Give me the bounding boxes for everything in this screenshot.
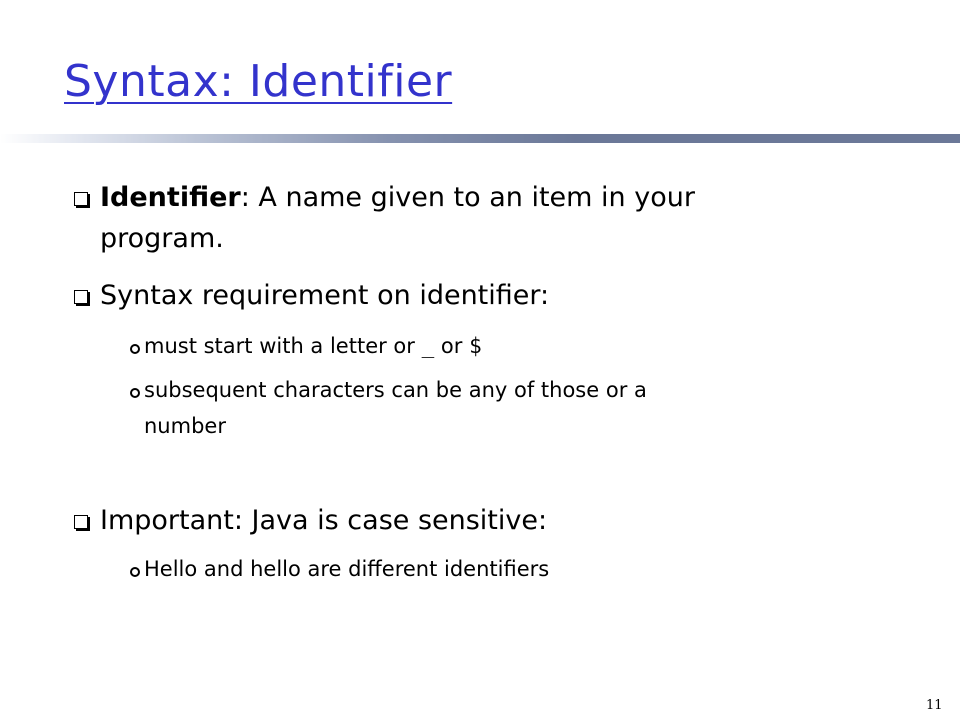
bullet-case-sensitive	[100, 502, 547, 540]
bullet-text-mid: or	[434, 334, 470, 358]
underscore-symbol: _	[421, 334, 435, 358]
circle-bullet-icon	[130, 344, 140, 354]
circle-bullet-icon	[130, 388, 140, 398]
bullet-identifier-continuation	[100, 220, 224, 258]
dollar-symbol: $	[469, 334, 482, 358]
subbullet-hello-example	[144, 554, 549, 584]
square-bullet-icon	[74, 192, 88, 206]
subbullet-subsequent-chars-continuation	[144, 411, 226, 441]
bullet-text: Hello and hello are different identifiers	[144, 557, 550, 581]
subbullet-start-char	[144, 331, 482, 361]
page-number: 11	[926, 698, 943, 713]
square-bullet-icon	[74, 290, 88, 304]
bullet-identifier	[100, 179, 695, 217]
bullet-text: program.	[100, 223, 224, 254]
bullet-term: Identifier	[100, 182, 241, 213]
bullet-text: Syntax requirement on identifier:	[100, 280, 550, 311]
subbullet-subsequent-chars	[144, 375, 647, 405]
bullet-text: Important: Java is case sensitive:	[100, 505, 548, 536]
slide-title: Syntax: Identifier	[64, 56, 453, 107]
bullet-text: must start with a letter or	[144, 334, 422, 358]
bullet-syntax-requirement	[100, 277, 549, 315]
bullet-text: subsequent characters can be any of those or a	[144, 378, 647, 402]
bullet-text: number	[144, 414, 226, 438]
square-bullet-icon	[74, 515, 88, 529]
circle-bullet-icon	[130, 567, 140, 577]
bullet-text: : A name given to an item in your	[240, 182, 695, 213]
